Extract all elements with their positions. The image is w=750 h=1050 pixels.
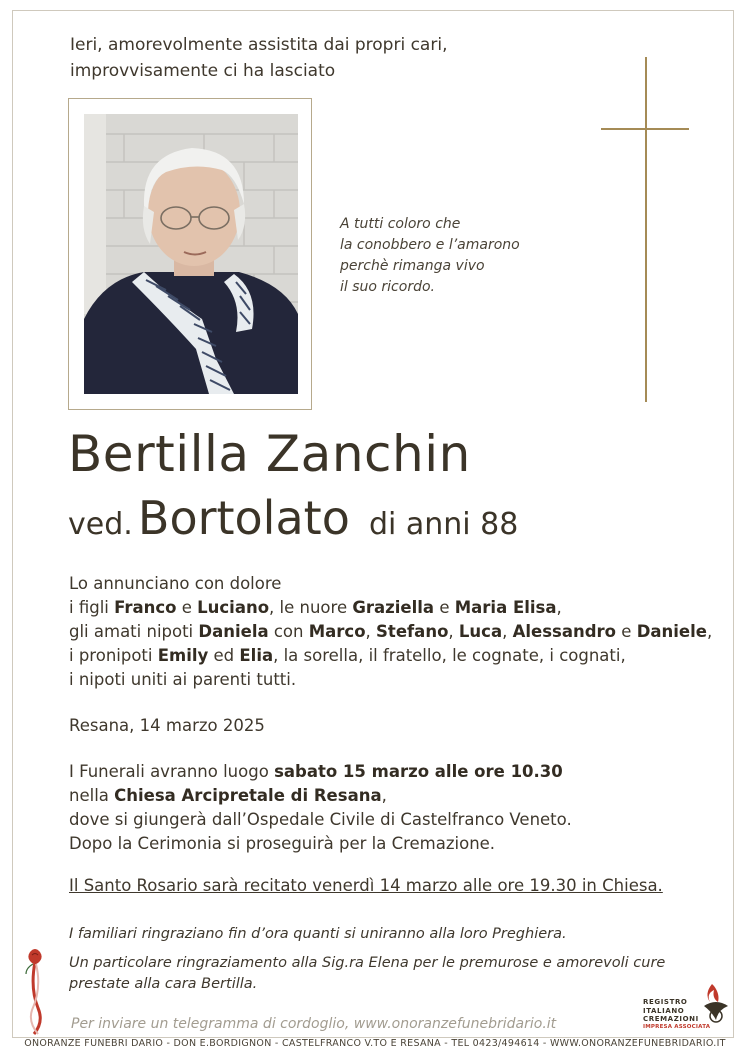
thanks-special-line-1: Un particolare ringraziamento alla Sig.ra Elena per le premurose e amorevoli cure — [69, 955, 666, 971]
rose-ribbon-icon — [20, 948, 50, 1036]
logo-tag: IMPRESA ASSOCIATA — [643, 1024, 711, 1030]
funeral-details — [69, 760, 572, 856]
funeral-line-3: dove si giungerà dall’Ospedale Civile di Castelfranco Veneto. — [69, 810, 572, 829]
dedication-text — [340, 214, 520, 298]
thanks-special-line-2: prestate alla cara Bertilla. — [69, 976, 258, 992]
footer-contact: ONORANZE FUNEBRI DARIO - DON E.BORDIGNON - CASTELFRANCO V.TO E RESANA - TEL 0423/494614 - WWW.ONORANZEFUNEBRIDARIO.IT — [24, 1038, 726, 1049]
telegram-link[interactable]: Per inviare un telegramma di cordoglio, www.onoranzefunebridario.it — [71, 1016, 557, 1032]
announcement-line-3: gli amati nipoti Daniela con Marco, Stefano, Luca, Alessandro e Daniele, — [69, 622, 713, 641]
logo-line-1: REGISTRO — [643, 998, 688, 1006]
announcement-line-4: i pronipoti Emily ed Elia, la sorella, il fratello, le cognate, i cognati, — [69, 646, 626, 665]
place-date: Resana, 14 marzo 2025 — [69, 716, 265, 735]
funeral-line-4: Dopo la Cerimonia si proseguirà per la Cremazione. — [69, 834, 496, 853]
announcement-line-5: i nipoti uniti ai parenti tutti. — [69, 670, 297, 689]
cross-vertical-bar — [645, 57, 647, 402]
dedication-line-3: perchè rimanga vivo — [340, 258, 485, 274]
rosary-notice: Il Santo Rosario sarà recitato venerdì 14 marzo alle ore 19.30 in Chiesa. — [69, 876, 663, 895]
funeral-line-2: nella Chiesa Arcipretale di Resana, — [69, 786, 387, 805]
thanks-general: I familiari ringraziano fin d’ora quanti si uniranno alla loro Preghiera. — [69, 926, 567, 942]
funeral-line-1: I Funerali avranno luogo sabato 15 marzo alle ore 10.30 — [69, 762, 563, 781]
intro-text — [70, 32, 447, 84]
dedication-line-2: la conobbero e l’amarono — [340, 237, 520, 253]
portrait-photo — [84, 114, 298, 394]
dedication-line-1: A tutti coloro che — [340, 216, 461, 232]
married-surname: Bortolato — [137, 491, 350, 545]
logo-line-2: ITALIANO — [643, 1006, 685, 1015]
intro-line-2: improvvisamente ci ha lasciato — [70, 61, 336, 81]
intro-line-1: Ieri, amorevolmente assistita dai propri cari, — [70, 35, 448, 55]
logo-line-3: CREMAZIONI — [643, 1015, 699, 1023]
ved-prefix: ved. — [68, 507, 133, 542]
thanks-special — [69, 953, 665, 995]
announcement-line-1: Lo annunciano con dolore — [69, 574, 282, 593]
cross-horizontal-bar — [601, 128, 689, 130]
announcement-line-2: i figli Franco e Luciano, le nuore Graziella e Maria Elisa, — [69, 598, 562, 617]
deceased-name: Bertilla Zanchin — [68, 425, 471, 483]
announcement-text — [69, 572, 712, 692]
dedication-line-4: il suo ricordo. — [340, 279, 435, 295]
age: di anni 88 — [368, 507, 519, 542]
married-name-line — [68, 491, 518, 545]
logo-text — [643, 998, 699, 1024]
